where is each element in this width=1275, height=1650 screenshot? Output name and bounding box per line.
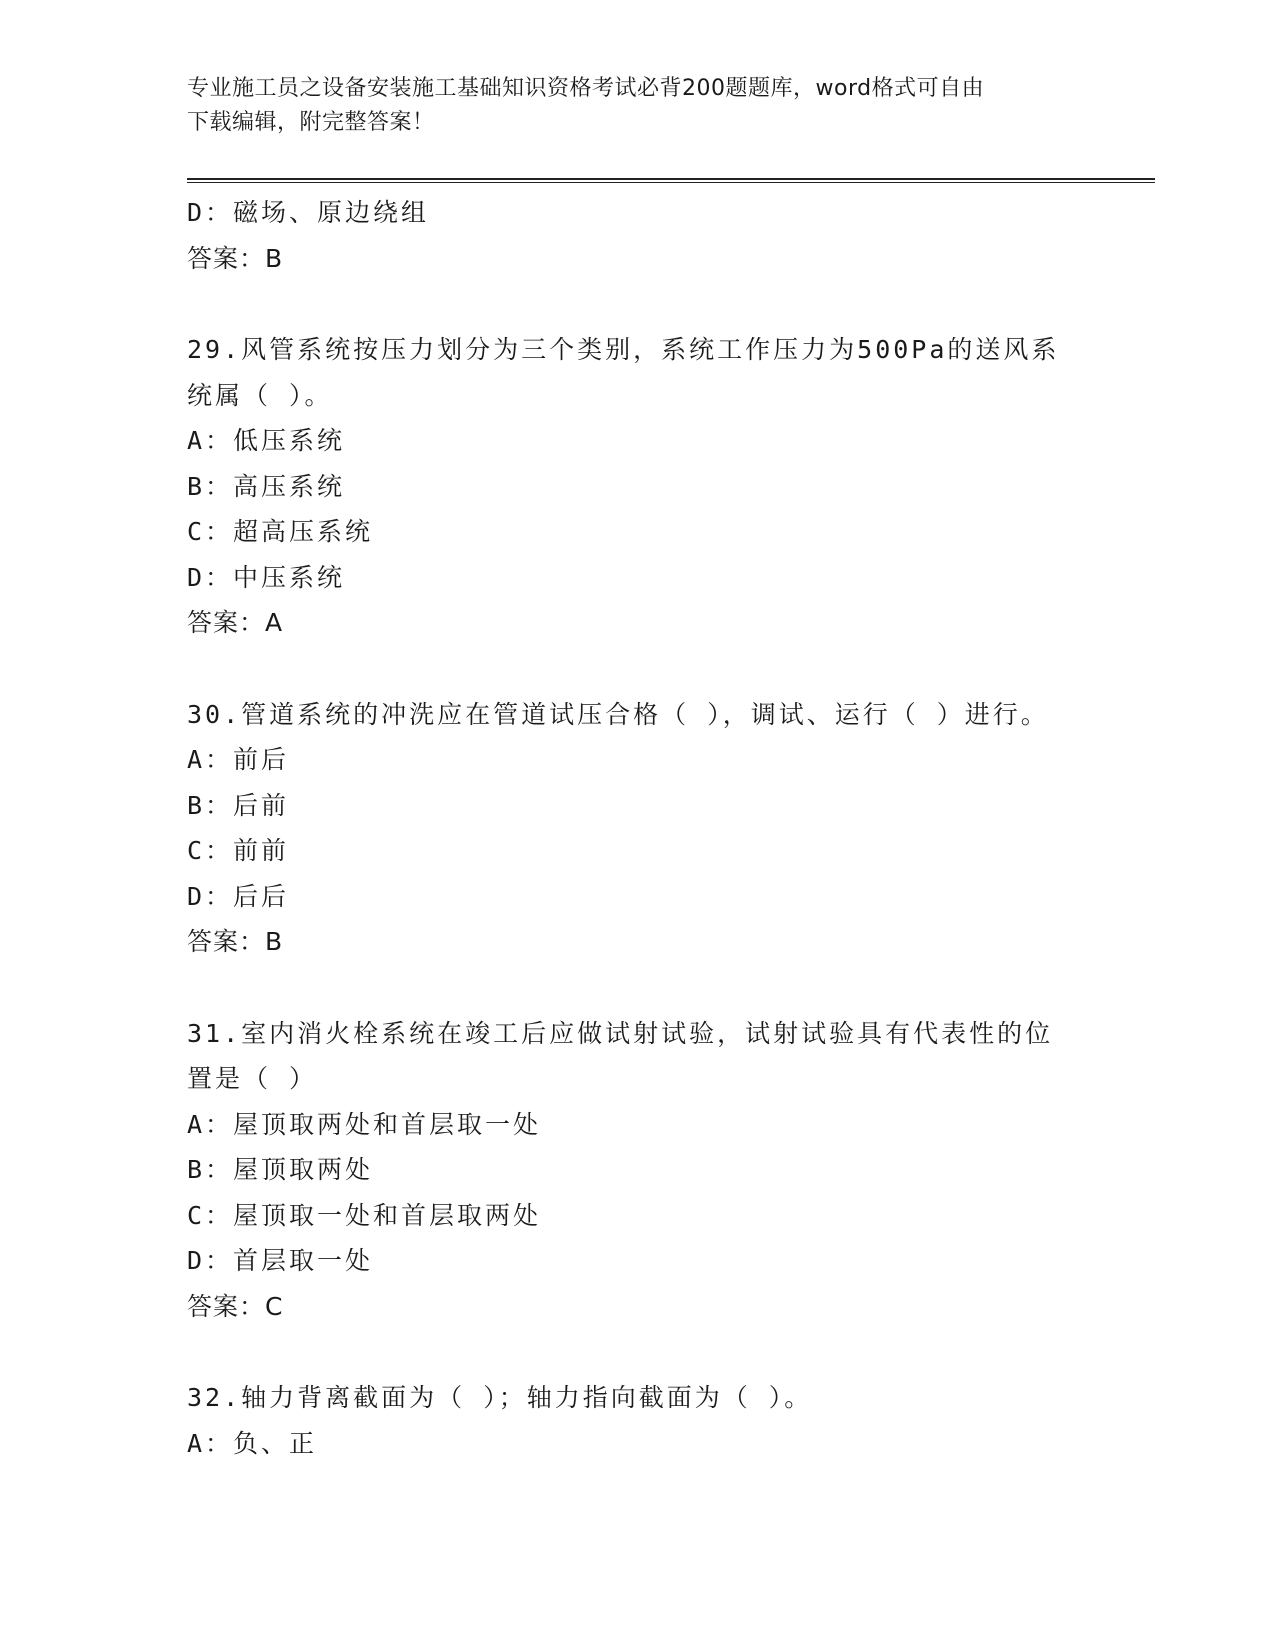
header-rule-thin [187,182,1155,183]
option-b: B：屋顶取两处 [187,1155,374,1184]
option-d: D：首层取一处 [187,1246,374,1275]
option-a: A：前后 [187,745,290,774]
option-c: C：超高压系统 [187,517,374,546]
question-spacer [187,1329,1087,1375]
option-c: C：前前 [187,836,290,865]
option-d: D：磁场、原边绕组 [187,198,430,227]
option-a: A：低压系统 [187,426,346,455]
question-28 [187,190,1087,281]
question-spacer [187,646,1087,692]
header-title-line-2: 下载编辑，附完整答案！ [187,110,435,135]
option-b: B：后前 [187,790,290,820]
question-list [187,190,1087,1466]
question-stem: 29.风管系统按压力划分为三个类别，系统工作压力为500Pa的送风系 [187,335,1060,364]
question-stem-continued: 置是（ ） [187,1064,318,1093]
option-d: D：中压系统 [187,562,346,592]
question-stem-continued: 统属（ ）。 [187,380,333,410]
answer-line: 答案：B [187,927,284,956]
question-31 [187,1011,1087,1330]
option-a: A：屋顶取两处和首层取一处 [187,1109,542,1139]
option-d: D：后后 [187,881,290,911]
question-29 [187,327,1087,646]
header-rule-thick [187,178,1155,180]
question-spacer [187,965,1087,1011]
option-a: A：负、正 [187,1428,318,1458]
document-header [187,72,1067,140]
answer-line: 答案：A [187,608,284,637]
answer-line: 答案：B [187,243,284,273]
question-spacer [187,281,1087,327]
question-stem: 32.轴力背离截面为（ ）；轴力指向截面为（ ）。 [187,1383,813,1412]
question-32 [187,1375,1087,1466]
question-stem: 30.管道系统的冲洗应在管道试压合格（ ），调试、运行（ ）进行。 [187,699,1049,729]
option-b: B：高压系统 [187,471,346,501]
answer-line: 答案：C [187,1291,284,1321]
question-30 [187,692,1087,965]
option-c: C：屋顶取一处和首层取两处 [187,1200,542,1230]
header-title-line-1: 专业施工员之设备安装施工基础知识资格考试必背200题题库，word格式可自由 [187,76,985,101]
question-stem: 31.室内消火栓系统在竣工后应做试射试验，试射试验具有代表性的位 [187,1018,1054,1048]
